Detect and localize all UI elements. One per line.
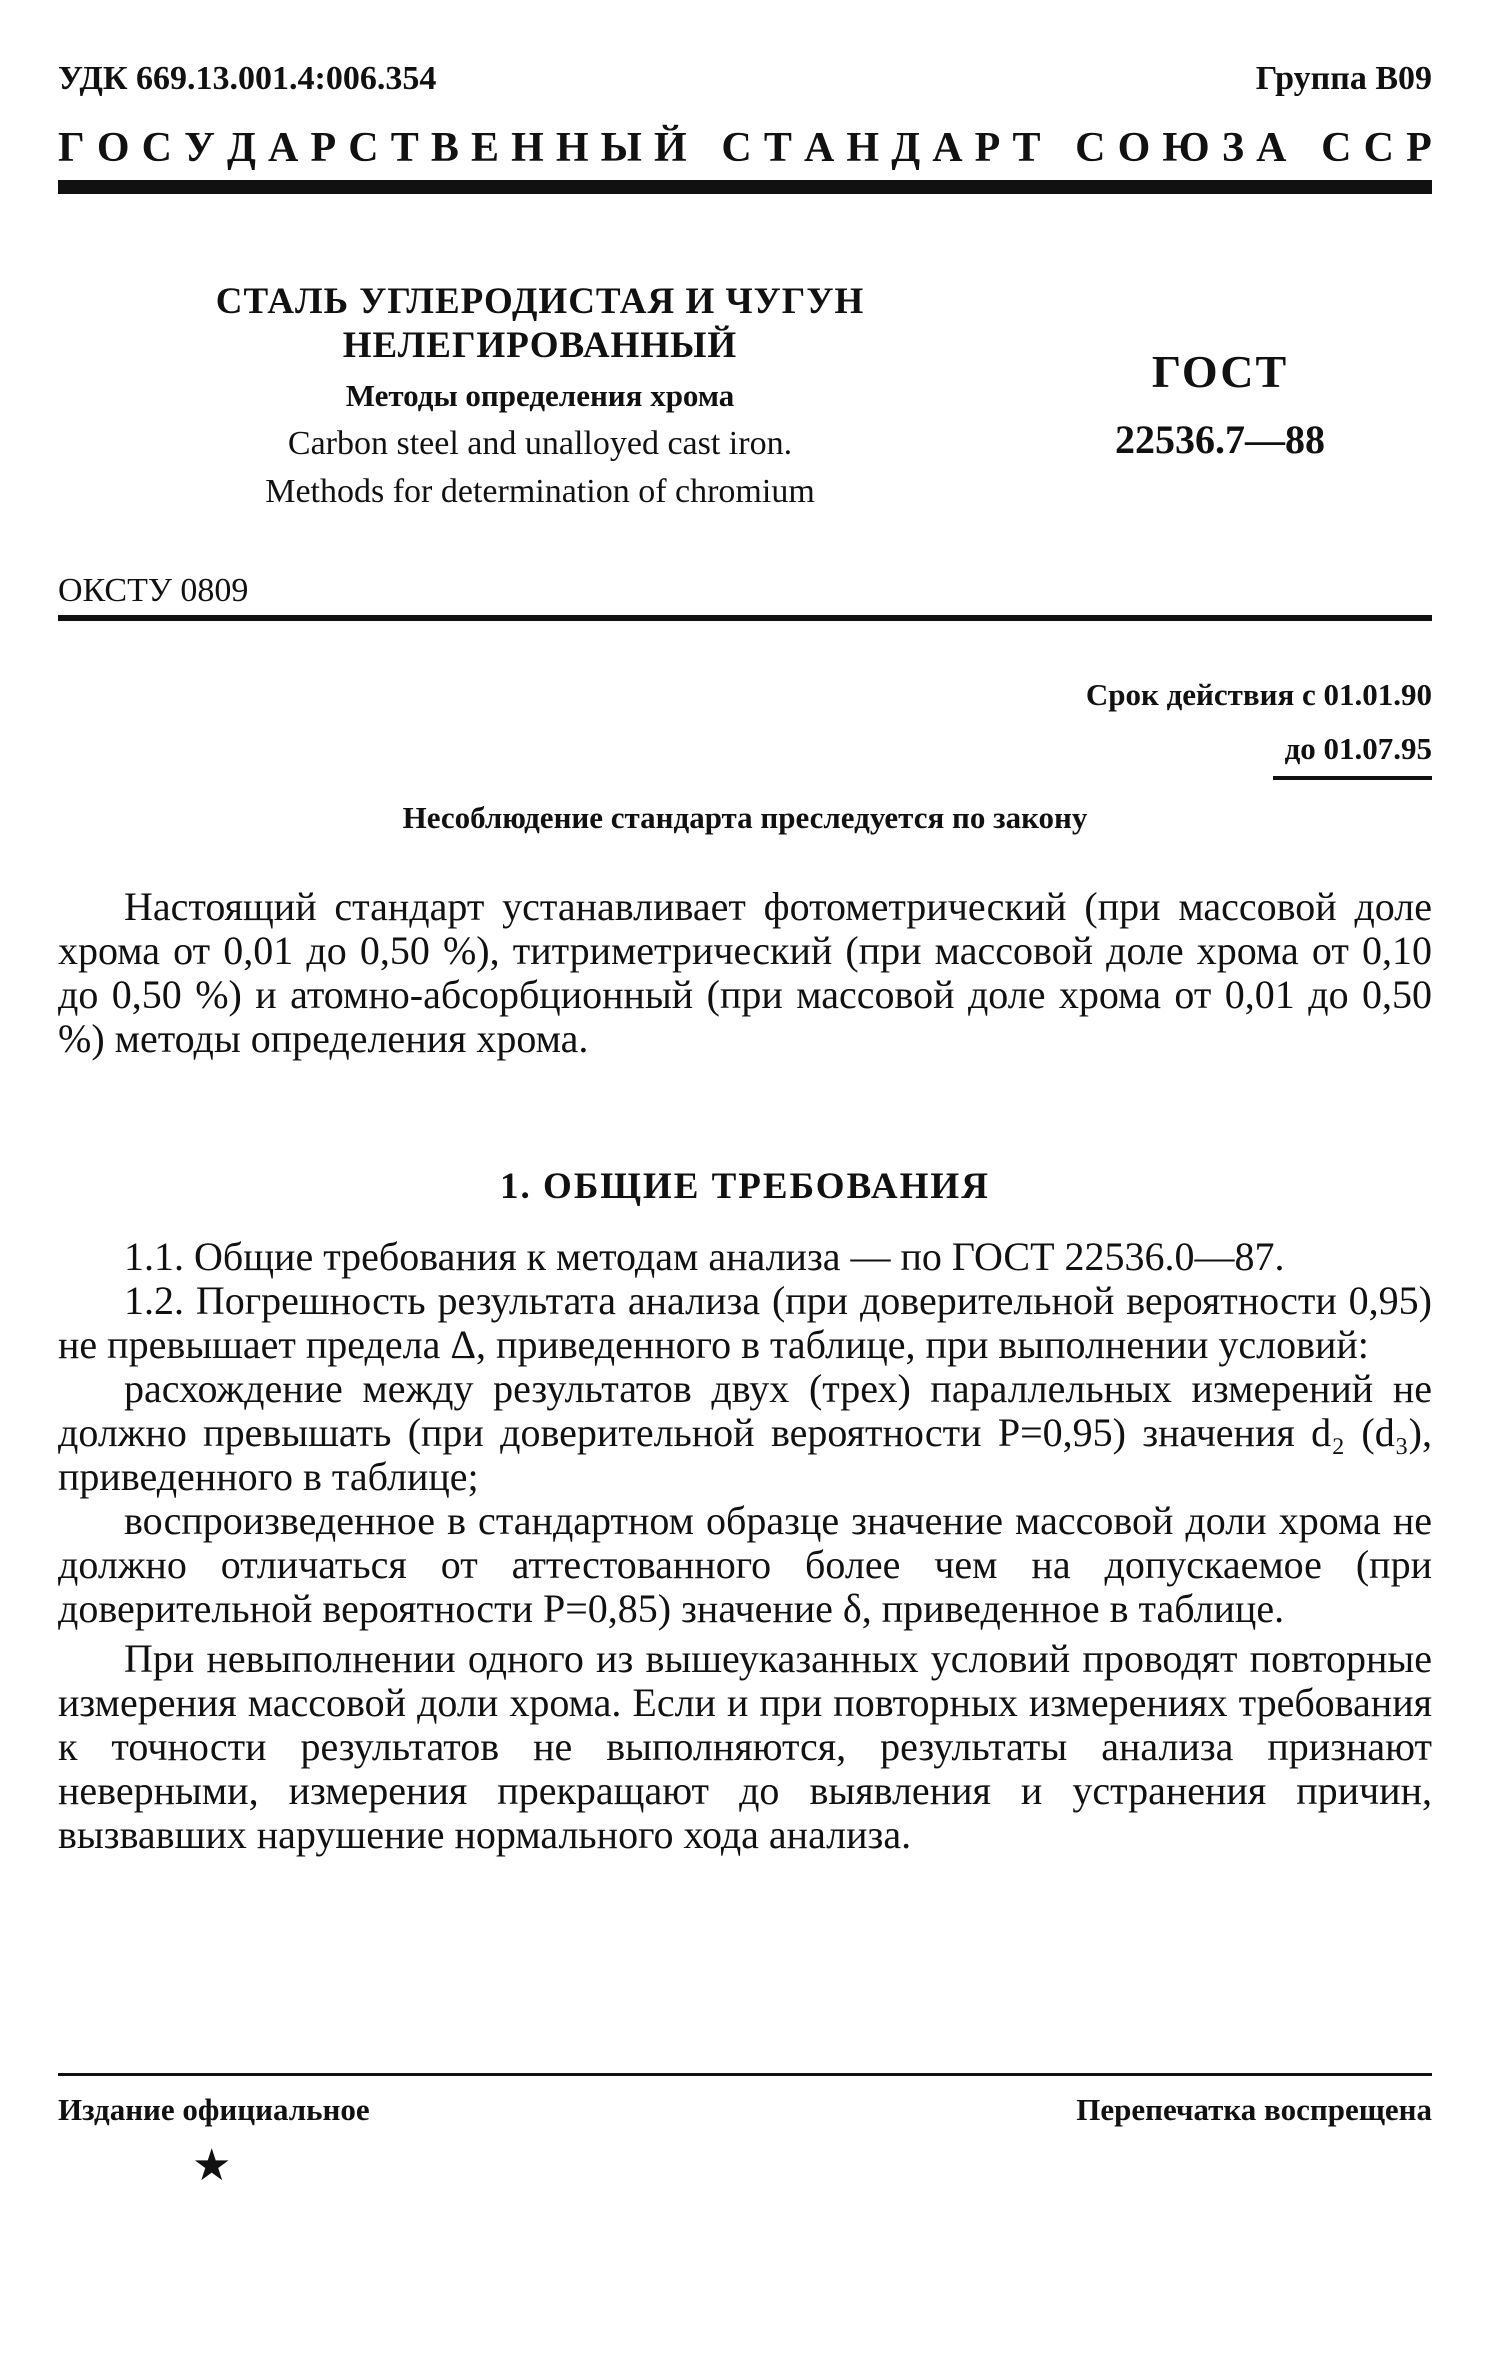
footer-rule: [58, 2073, 1432, 2076]
state-heading-letter: У: [184, 125, 215, 171]
state-heading-letter: Е: [470, 125, 499, 171]
paragraph-1-1: 1.1. Общие требования к методам анализа — по ГОСТ 22536.0—87.: [124, 1234, 1285, 1279]
state-heading-letter: [699, 124, 710, 172]
state-heading-letter: С: [1321, 125, 1352, 171]
state-heading-letter: С: [141, 125, 172, 171]
udk-code: УДК 669.13.001.4:006.354: [58, 60, 437, 97]
title-line-2: НЕЛЕГИРОВАННЫЙ: [342, 325, 738, 366]
state-heading-letter: [1299, 124, 1310, 172]
state-heading-letter: О: [96, 125, 130, 171]
gost-number: 22536.7—88: [1115, 417, 1325, 462]
title-block: [190, 280, 890, 510]
state-heading-letter: Д: [891, 125, 921, 171]
state-heading-letter: А: [1256, 125, 1287, 171]
state-heading-letter: Д: [227, 125, 256, 171]
state-heading-letter: С: [1075, 125, 1106, 171]
intro-paragraph: Настоящий стандарт устанавливает фотометрический (при массовой доле хрома от 0,01 до 0,50 %), титриметрический (при массовой доле хрома от 0,10 до 0,50 %) и атомно-абсорбционный (при массовой доле хрома от 0,01 до 0,50 %) методы определения хрома.: [58, 884, 1432, 1061]
state-heading-letter: Н: [846, 125, 880, 171]
header-rule: [58, 180, 1432, 194]
english-title-2: Methods for determination of chromium: [265, 473, 815, 510]
section-heading: 1. ОБЩИЕ ТРЕБОВАНИЯ: [500, 1166, 990, 1207]
intro-block: [58, 885, 1432, 1061]
footer-official: Издание официальное: [58, 2092, 370, 2127]
state-heading-letter: Г: [58, 125, 85, 171]
paragraph-condition-1: расхождение между результатов двух (трех) параллельных измерений не должно превышать (при доверительной вероятности P=0,95) значения d₂ (d₃), приведенного в таблице;: [58, 1366, 1432, 1499]
validity-term: [1086, 668, 1432, 780]
state-heading-letter: О: [1117, 125, 1151, 171]
state-heading-letter: В: [430, 125, 459, 171]
state-heading-letter: Н: [555, 125, 589, 171]
state-heading-letter: А: [268, 125, 299, 171]
state-heading-letter: А: [932, 125, 963, 171]
gost-block: [1070, 345, 1370, 463]
title-line-1: СТАЛЬ УГЛЕРОДИСТАЯ И ЧУГУН: [215, 281, 865, 322]
section-body: [58, 1235, 1432, 1857]
group-code: Группа В09: [1255, 60, 1432, 97]
state-heading-letter: Й: [654, 125, 687, 171]
validity-to: до 01.07.95: [1273, 722, 1432, 780]
state-heading-letter: А: [803, 125, 835, 171]
state-heading-letter: Т: [763, 125, 792, 171]
state-heading-letter: С: [348, 125, 379, 171]
paragraph-1-2: 1.2. Погрешность результата анализа (при доверительной вероятности 0,95) не превышает предела Δ, приведенного в таблице, при выполнении условий:: [58, 1278, 1432, 1367]
state-heading-letter: Р: [310, 125, 337, 171]
state-heading-letter: Ы: [600, 125, 642, 171]
state-heading-letter: З: [1221, 125, 1244, 171]
state-heading-letter: С: [1363, 125, 1394, 171]
state-heading-letter: [1053, 124, 1064, 172]
gost-label: ГОСТ: [1151, 346, 1289, 397]
english-title-1: Carbon steel and unalloyed cast iron.: [287, 425, 793, 462]
title-subtitle: Методы определения хрома: [345, 378, 735, 413]
paragraph-repeat: При невыполнении одного из вышеуказанных условий проводят повторные измерения массовой доли хрома. Если и при повторных измерениях требования к точности результатов не выполняются, результаты анализа признают неверными, измерения прекращают до выявления и устранения причин, вызвавших нарушение нормального хода анализа.: [58, 1636, 1432, 1857]
state-heading-letter: Р: [1406, 125, 1432, 171]
star-icon: ★: [192, 2141, 232, 2190]
okstu-rule: [58, 615, 1432, 621]
state-heading-letter: С: [721, 125, 752, 171]
law-notice: Несоблюдение стандарта преследуется по закону: [402, 800, 1088, 835]
state-heading-letter: Р: [974, 125, 1001, 171]
paragraph-condition-2: воспроизведенное в стандартном образце значение массовой доли хрома не должно отличаться от аттестованного более чем на допускаемое (при доверительной вероятности P=0,85) значение δ, приведенное в таблице.: [58, 1498, 1432, 1631]
state-heading-letter: Т: [1012, 125, 1041, 171]
state-heading-letter: Н: [511, 125, 544, 171]
footer-reprint: Перепечатка воспрещена: [1076, 2092, 1432, 2127]
validity-from: Срок действия с 01.01.90: [1085, 677, 1432, 712]
state-standard-heading: [58, 124, 1432, 172]
okstu-code: ОКСТУ 0809: [58, 572, 249, 609]
state-heading-letter: Т: [390, 125, 419, 171]
state-heading-letter: Ю: [1162, 125, 1210, 171]
